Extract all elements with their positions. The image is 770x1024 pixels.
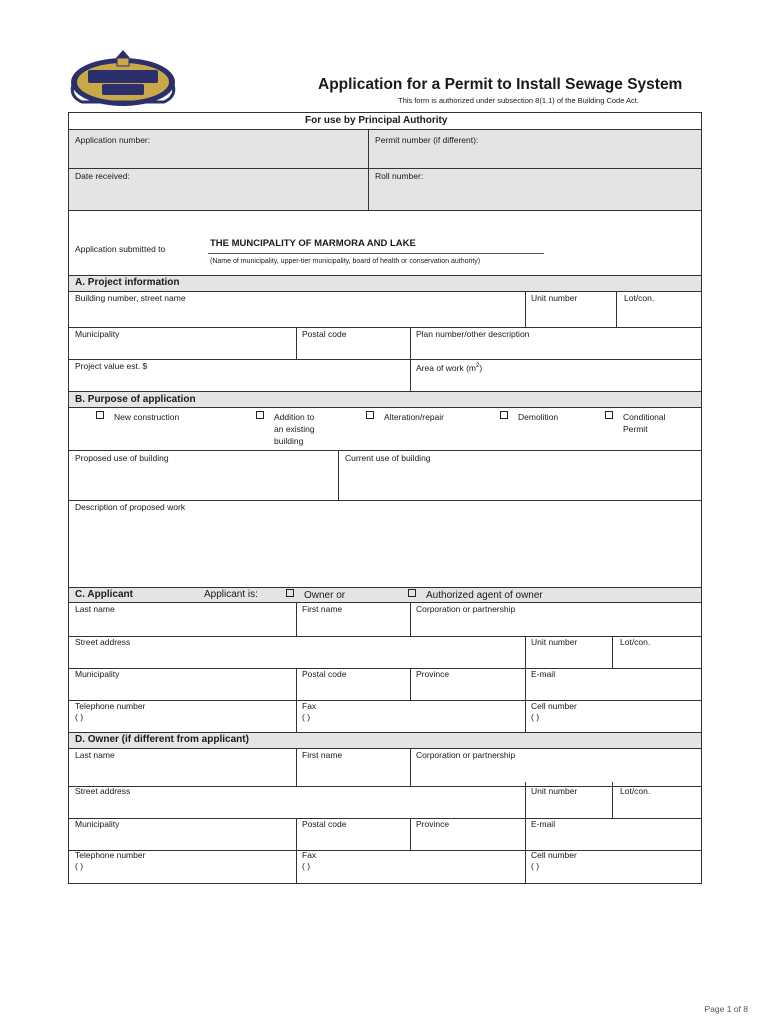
checkbox[interactable] [96,411,104,419]
checkbox[interactable] [408,589,416,597]
roll-number-field[interactable]: Roll number: [375,171,424,181]
owner-unit-field[interactable]: Unit number [531,786,578,796]
checkbox[interactable] [256,411,264,419]
applicant-cell-field[interactable]: Cell number ( ) [531,701,577,722]
section-b-heading: B. Purpose of application [75,394,196,405]
permit-form [68,112,702,884]
owner-corporation-field[interactable]: Corporation or partnership [416,750,516,760]
owner-street-field[interactable]: Street address [75,786,131,796]
checkbox[interactable] [286,589,294,597]
project-value-field[interactable]: Project value est. $ [75,361,148,371]
project-municipality-field[interactable]: Municipality [75,329,120,339]
permit-number-field[interactable]: Permit number (if different): [375,135,479,145]
owner-email-field[interactable]: E-mail [531,819,556,829]
lot-con-field[interactable]: Lot/con. [624,293,655,303]
applicant-is-label: Applicant is: [204,589,258,600]
owner-lot-con-field[interactable]: Lot/con. [620,786,651,796]
owner-cell-field[interactable]: Cell number ( ) [531,850,577,871]
applicant-street-field[interactable]: Street address [75,637,131,647]
owner-fax-field[interactable]: Fax ( ) [302,850,317,871]
applicant-telephone-field[interactable]: Telephone number ( ) [75,701,146,722]
applicant-province-field[interactable]: Province [416,669,450,679]
applicant-first-name-field[interactable]: First name [302,604,343,614]
section-c-heading: C. Applicant [75,589,133,600]
submitted-to-label: Application submitted to [75,244,166,254]
owner-first-name-field[interactable]: First name [302,750,343,760]
applicant-corporation-field[interactable]: Corporation or partnership [416,604,516,614]
applicant-municipality-field[interactable]: Municipality [75,669,120,679]
area-of-work-field[interactable]: Area of work $(m^2)$ [416,362,483,373]
building-number-field[interactable]: Building number, street name [75,293,186,303]
municipality-note: (Name of municipality, upper-tier municipality, board of health or conservation authority) [210,258,481,265]
section-c-header-bg [69,588,701,602]
owner-option[interactable]: Owner or [286,589,345,602]
agent-option[interactable]: Authorized agent of owner [408,589,543,602]
application-number-field[interactable]: Application number: [75,135,151,145]
unit-number-field[interactable]: Unit number [531,293,578,303]
owner-municipality-field[interactable]: Municipality [75,819,120,829]
new-construction-option[interactable]: New construction [96,411,179,423]
authority-heading: For use by Principal Authority [305,115,448,126]
checkbox[interactable] [366,411,374,419]
owner-telephone-field[interactable]: Telephone number ( ) [75,850,146,871]
description-field[interactable]: Description of proposed work [75,502,186,512]
current-use-field[interactable]: Current use of building [345,453,431,463]
conditional-permit-option[interactable]: Conditional Permit [605,411,666,435]
plan-number-field[interactable]: Plan number/other description [416,329,530,339]
owner-province-field[interactable]: Province [416,819,450,829]
section-a-heading: A. Project information [75,277,180,288]
municipality-logo [68,46,178,108]
addition-option[interactable]: Addition to an existing building [256,411,315,447]
applicant-email-field[interactable]: E-mail [531,669,556,679]
applicant-fax-field[interactable]: Fax ( ) [302,701,317,722]
date-received-field[interactable]: Date received: [75,171,130,181]
municipality-name[interactable]: THE MUNCIPALITY OF MARMORA AND LAKE [210,238,416,249]
section-d-heading: D. Owner (if different from applicant) [75,734,249,745]
proposed-use-field[interactable]: Proposed use of building [75,453,169,463]
alteration-repair-option[interactable]: Alteration/repair [366,411,444,423]
form-title: Application for a Permit to Install Sewage System [318,76,683,93]
form-border [68,112,702,884]
applicant-postal-code-field[interactable]: Postal code [302,669,347,679]
applicant-last-name-field[interactable]: Last name [75,604,115,614]
owner-last-name-field[interactable]: Last name [75,750,115,760]
demolition-option[interactable]: Demolition [500,411,558,423]
checkbox[interactable] [500,411,508,419]
checkbox[interactable] [605,411,613,419]
applicant-lot-con-field[interactable]: Lot/con. [620,637,651,647]
form-subtitle: This form is authorized under subsection 8(1.1) of the Building Code Act. [398,96,639,105]
project-postal-code-field[interactable]: Postal code [302,329,347,339]
page-number: Page 1 of 8 [704,1004,748,1014]
owner-postal-code-field[interactable]: Postal code [302,819,347,829]
applicant-unit-field[interactable]: Unit number [531,637,578,647]
